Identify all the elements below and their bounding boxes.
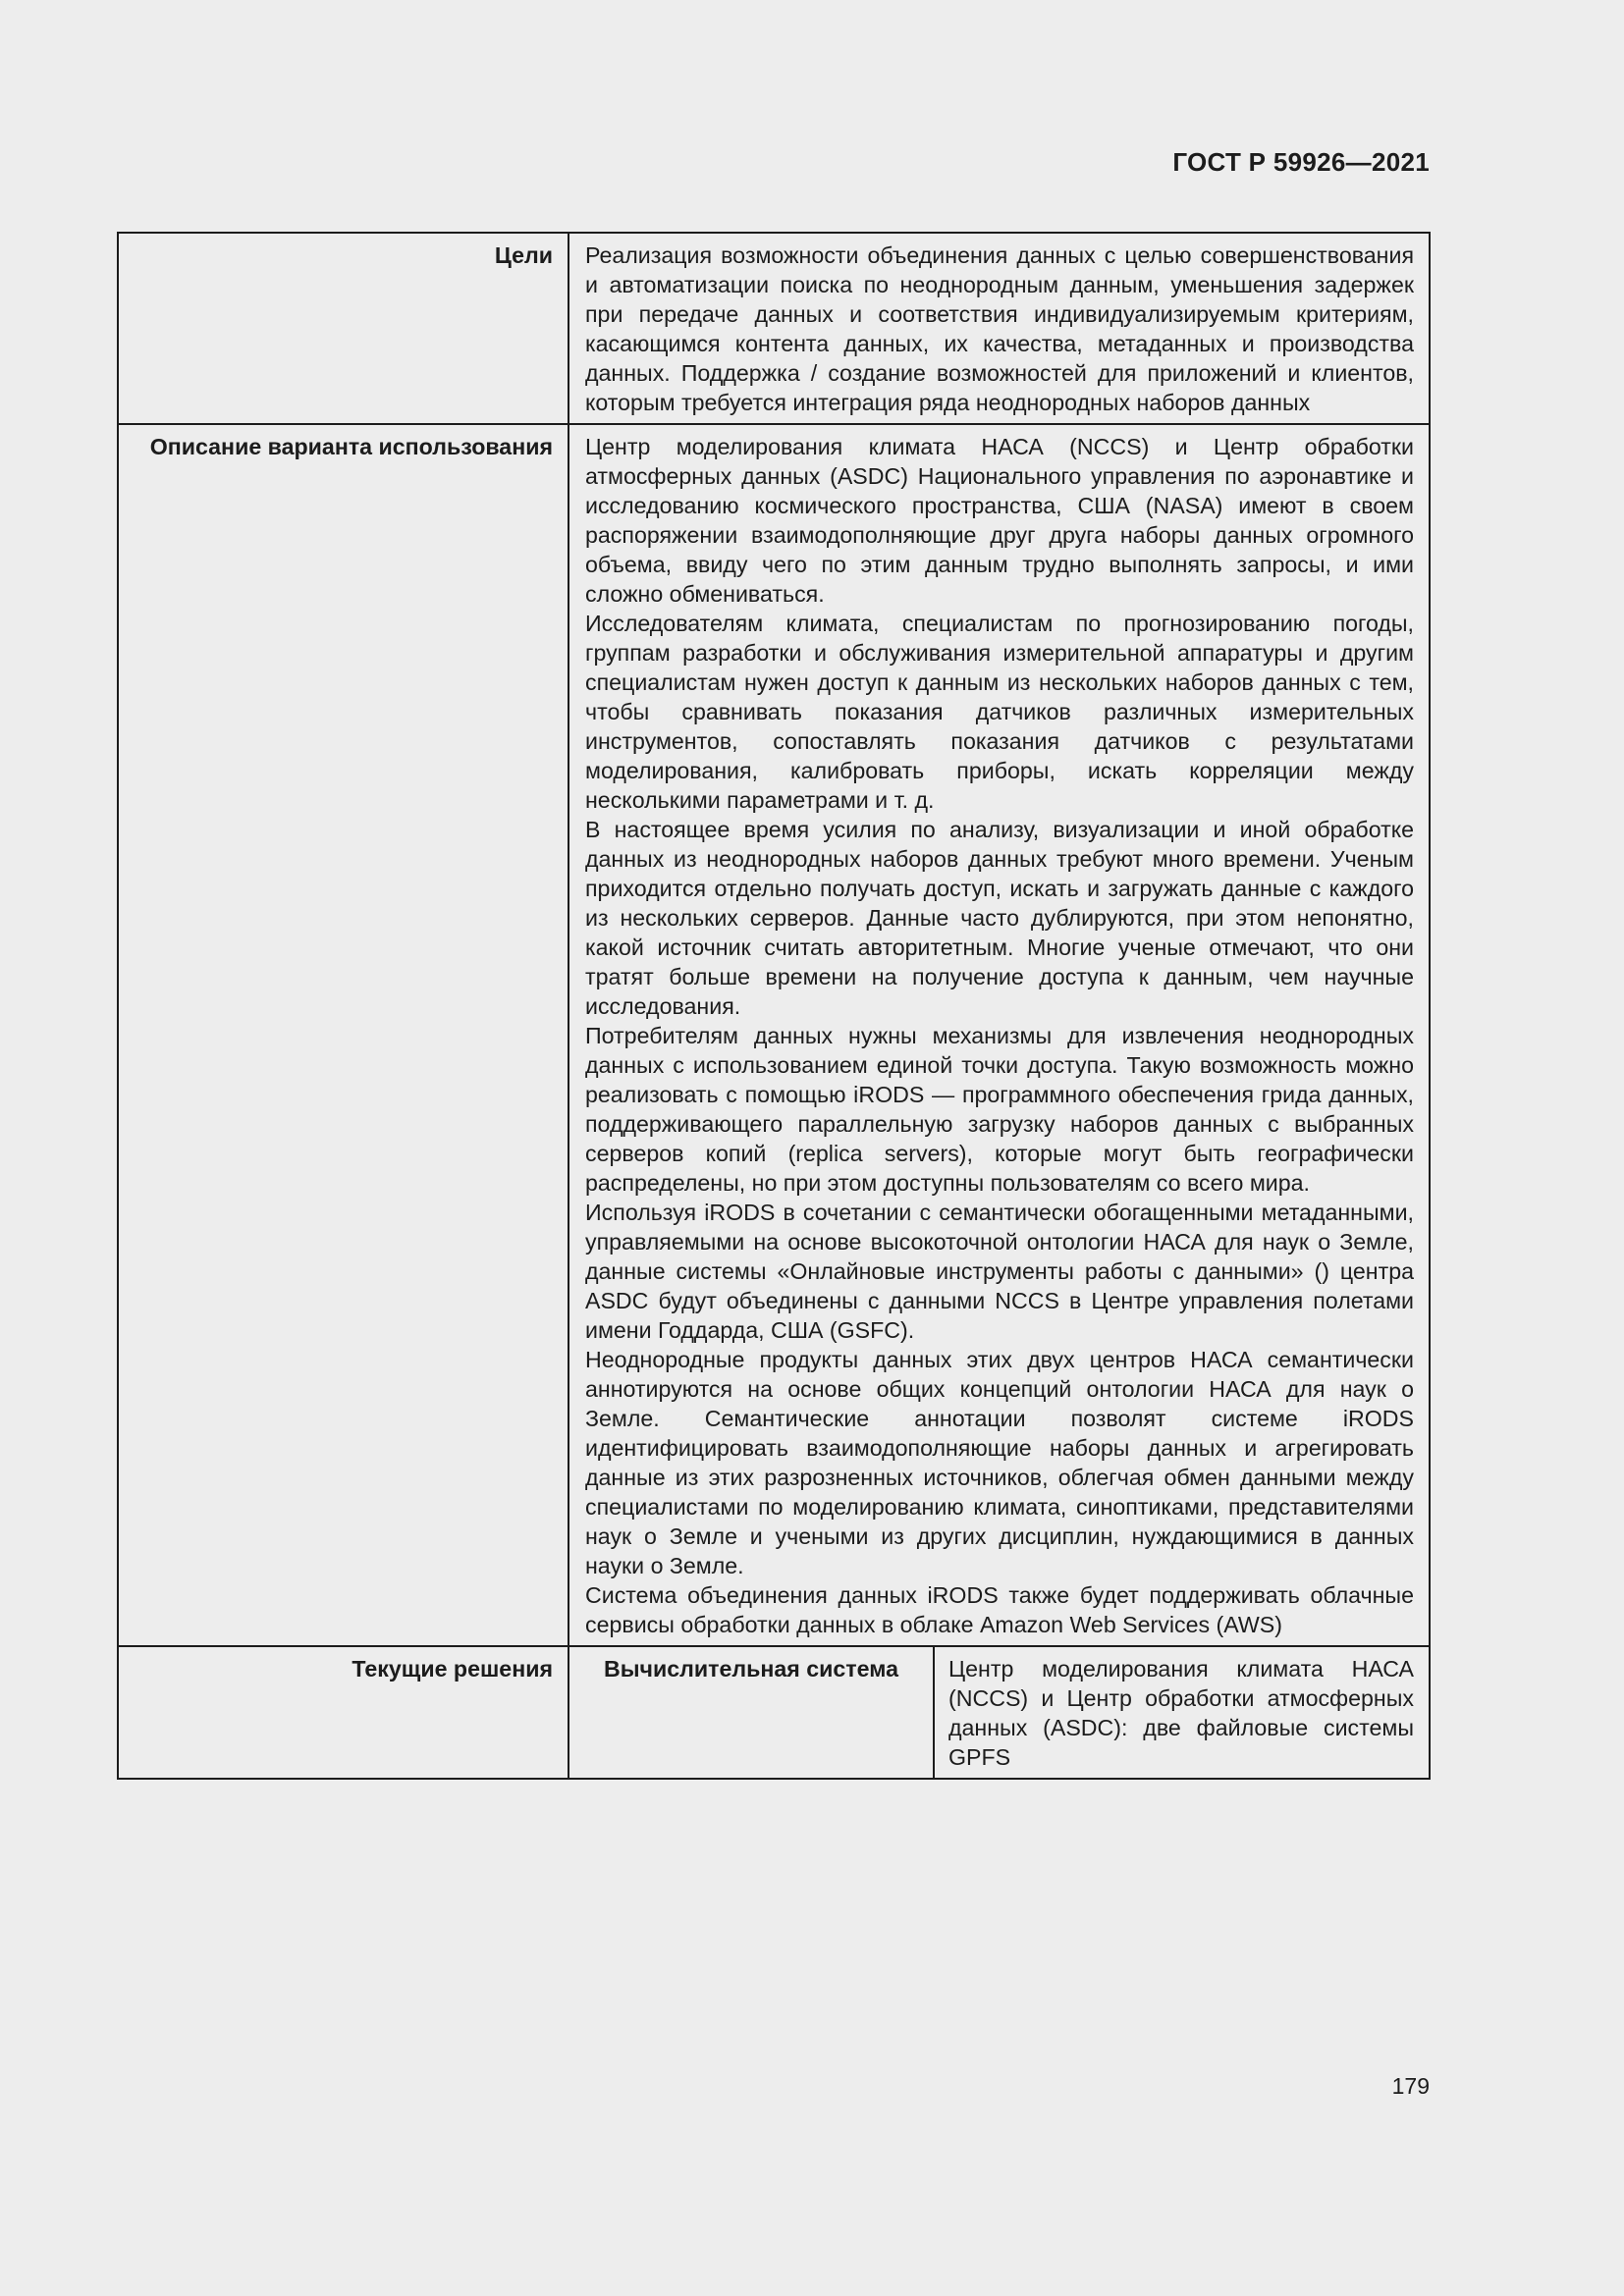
description-paragraph: В настоящее время усилия по анализу, визуализации и иной обработке данных из неоднородных наборов данных требуют много времени. Ученым приходится отдельно получать доступ, искать и загружать данные с каждого из нескольких серверов. Данные часто дублируются, при этом непонятно, какой источник считать авторитетным. Многие ученые отмечают, что они тратят больше времени на получение доступа к данным, чем научные исследования.	[585, 817, 1414, 1019]
row-label-description: Описание варианта использования	[118, 424, 568, 1646]
use-case-table	[117, 232, 1431, 1780]
goals-paragraph: Реализация возможности объединения данных с целью совершенствования и автоматизации поиска по неоднородным данным, уменьшения задержек при передаче данных и соответствия индивидуализируемым критериям, касающимся контента данных, их качества, метаданных и производства данных. Поддержка / создание возможностей для приложений и клиентов, которым требуется интеграция ряда неоднородных наборов данных	[585, 242, 1414, 415]
current-solutions-subtable	[569, 1647, 1429, 1778]
current-solutions-cell	[568, 1646, 1430, 1779]
table-row-current-solutions	[118, 1646, 1430, 1779]
page-number: 179	[1391, 2073, 1430, 2099]
description-paragraph: Используя iRODS в сочетании с семантически обогащенными метаданными, управляемыми на основе высокоточной онтологии НАСА для наук о Земле, данные системы «Онлайновые инструменты работы с данными» () центра ASDC будут объединены с данными NCCS в Центре управления полетами имени Годдарда, США (GSFC).	[585, 1200, 1414, 1343]
computing-system-value: Центр моделирования климата НАСА (NCCS) и Центр обработки атмосферных данных (ASDC): две файловые системы GPFS	[948, 1656, 1414, 1770]
row-label-current-solutions: Текущие решения	[118, 1646, 568, 1779]
row-content-description	[568, 424, 1430, 1646]
description-paragraph: Неоднородные продукты данных этих двух центров НАСА семантически аннотируются на основе общих концепций онтологии НАСА для наук о Земле. Семантические аннотации позволят системе iRODS идентифицировать взаимодополняющие наборы данных и агрегировать данные из этих разрозненных источников, облегчая обмен данными между специалистами по моделированию климата, синоптиками, представителями наук о Земле и учеными из других дисциплин, нуждающимися в данных науки о Земле.	[585, 1347, 1414, 1578]
description-paragraph: Потребителям данных нужны механизмы для извлечения неоднородных данных с использованием единой точки доступа. Такую возможность можно реализовать с помощью iRODS — программного обеспечения грида данных, поддерживающего параллельную загрузку наборов данных с выбранных серверов копий (replica servers), которые могут быть географически распределены, но при этом доступны пользователям со всего мира.	[585, 1023, 1414, 1196]
table-row-goals	[118, 233, 1430, 424]
row-label-goals: Цели	[118, 233, 568, 424]
subtable-row	[569, 1647, 1429, 1778]
computing-system-label: Вычислительная система	[569, 1647, 934, 1778]
description-paragraph: Центр моделирования климата НАСА (NCCS) и Центр обработки атмосферных данных (ASDC) Национального управления по аэронавтике и исследованию космического пространства, США (NASA) имеют в своем распоряжении взаимодополняющие друг друга наборы данных огромного объема, ввиду чего по этим данным трудно выполнять запросы, и ими сложно обмениваться.	[585, 434, 1414, 607]
description-paragraph: Исследователям климата, специалистам по прогнозированию погоды, группам разработки и обслуживания измерительной аппаратуры и другим специалистам нужен доступ к данным из нескольких наборов данных с тем, чтобы сравнивать показания датчиков различных измерительных инструментов, сопоставлять показания датчиков с результатами моделирования, калибровать приборы, искать корреляции между несколькими параметрами и т. д.	[585, 611, 1414, 813]
description-paragraph: Система объединения данных iRODS также будет поддерживать облачные сервисы обработки данных в облаке Amazon Web Services (AWS)	[585, 1582, 1414, 1637]
row-content-goals	[568, 233, 1430, 424]
table-row-description	[118, 424, 1430, 1646]
document-id-header: ГОСТ Р 59926—2021	[1172, 147, 1430, 177]
